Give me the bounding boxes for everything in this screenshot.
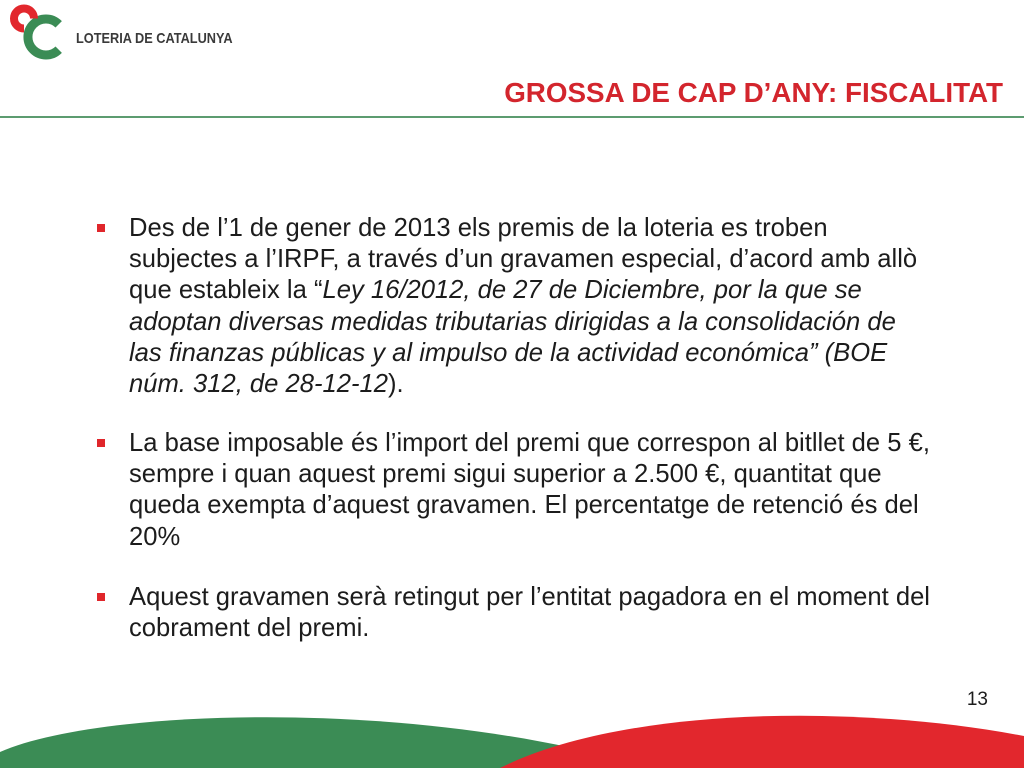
bullet-item-retencio [0,582,1024,644]
square-bullet-icon [97,439,105,447]
logo-wordmark: LOTERIA DE CATALUNYA [76,30,233,47]
bullet-line [129,307,1009,338]
line-text: queda exempta d’aquest gravamen. El percentatge de retenció és del [129,491,919,520]
line-text: subjectes a l’IRPF, a través d’un gravamen especial, d’acord amb allò [129,245,918,274]
title-divider [0,116,1024,118]
italic-text: adoptan diversas medidas tributarias dirigidas a la consolidación de [129,307,896,336]
slide-title: GROSSA DE CAP D’ANY: FISCALITAT [504,77,1003,108]
bullet-line [129,275,1009,306]
bullet-line [129,522,1009,553]
line-text: Aquest gravamen serà retingut per l’entitat pagadora en el moment del [129,583,930,611]
line-text: que estableix la “ [129,276,323,305]
red-swoosh [500,716,1024,768]
bullet-item-irpf [0,213,1024,400]
bullet-item-base-imposable [0,428,1024,553]
square-bullet-icon [97,593,105,601]
square-bullet-icon [97,224,105,232]
italic-text: Ley 16/2012, de 27 de Diciembre, por la que se [322,276,862,305]
footer-swoosh-decoration [0,708,1024,768]
bullet-line [129,613,1009,644]
bullet-line [129,582,1009,613]
bullet-line [129,428,1009,459]
line-text: La base imposable és l’import del premi que correspon al bitllet de 5 €, [129,429,930,457]
logo-green-c-shape [28,19,59,55]
bullet-line [129,213,1009,244]
bullet-line [129,490,1009,521]
bullet-line [129,459,1009,490]
lc-logo-icon [8,3,74,65]
line-text: ). [387,369,404,398]
bullet-line [129,338,1009,369]
line-text: 20% [129,522,181,551]
italic-text: las finanzas públicas y al impulso de la actividad económica” (BOE [129,338,888,367]
line-text: sempre i quan aquest premi sigui superior a 2.500 €, quantitat que [129,460,882,489]
bullet-line [129,244,1009,275]
line-text: Des de l’1 de gener de 2013 els premis de la loteria es troben [129,214,828,242]
bullet-line [129,369,1009,400]
page-number: 13 [966,689,988,710]
italic-text: núm. 312, de 28-12-12 [129,369,388,398]
line-text: cobrament del premi. [129,614,370,643]
